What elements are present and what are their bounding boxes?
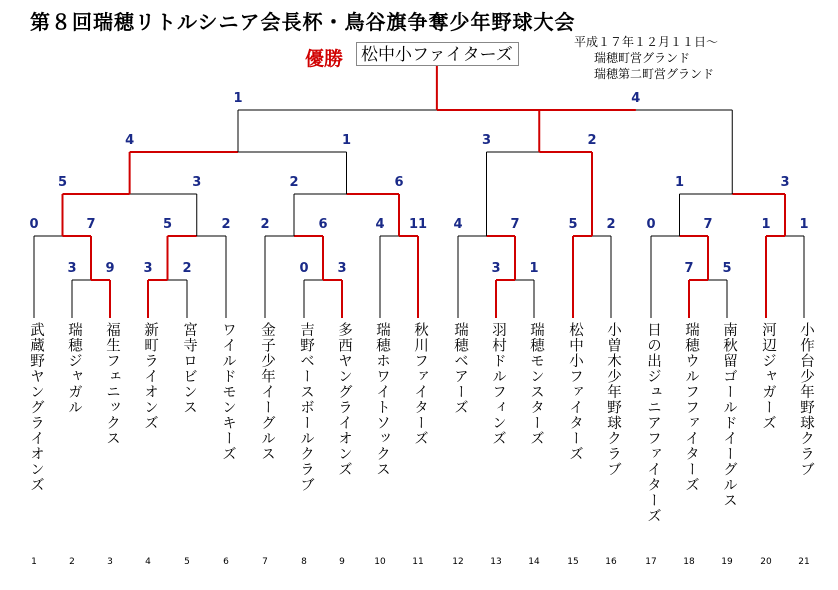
- score-g2-3-l: 3: [67, 261, 77, 276]
- team-name-14: 瑞穂モンスターズ: [528, 322, 544, 446]
- score-r3c-r: 3: [780, 175, 790, 190]
- score-g8-9-l: 0: [299, 261, 309, 276]
- team-name-3: 福生フェニックス: [104, 322, 120, 446]
- team-name-4: 新町ライオンズ: [142, 322, 158, 431]
- champion-label: 優勝: [305, 48, 344, 70]
- team-number-13: 13: [490, 557, 502, 567]
- team-number-21: 21: [798, 557, 810, 567]
- score-g18-19-r: 5: [722, 261, 732, 276]
- score-r2b-l: 5: [162, 217, 173, 232]
- champion-name: 松中小ファイターズ: [356, 42, 519, 66]
- team-name-6: ワイルドモンキーズ: [220, 322, 236, 462]
- score-r4a-r: 1: [341, 133, 352, 148]
- team-name-16: 小曽木少年野球クラブ: [605, 322, 621, 477]
- team-number-9: 9: [339, 557, 345, 567]
- score-r2b-r: 2: [221, 217, 231, 232]
- score-g8-9-r: 3: [337, 261, 347, 276]
- team-name-2: 瑞穂ジャガル: [66, 322, 82, 415]
- score-r2c-r: 6: [318, 217, 328, 232]
- team-number-17: 17: [645, 557, 657, 567]
- score-r2g-l: 0: [646, 217, 656, 232]
- team-name-15: 松中小ファイターズ: [567, 322, 583, 462]
- score-r3a-l: 5: [57, 175, 68, 190]
- team-number-6: 6: [223, 557, 229, 567]
- venue-1: 瑞穂町営グランド: [594, 51, 691, 65]
- team-name-8: 吉野ベースボールクラブ: [298, 322, 314, 493]
- score-r2a-r: 7: [86, 217, 96, 232]
- score-r3c-l: 1: [674, 175, 685, 190]
- score-r4a-l: 4: [125, 133, 135, 148]
- team-name-7: 金子少年イーグルス: [259, 322, 275, 462]
- score-final-r: 4: [631, 91, 641, 106]
- score-r2f-r: 2: [606, 217, 616, 232]
- team-name-13: 羽村ドルフィンズ: [490, 322, 506, 446]
- venue-2: 瑞穂第二町営グランド: [594, 67, 715, 81]
- team-number-15: 15: [567, 557, 579, 567]
- score-r2g-r: 7: [703, 217, 713, 232]
- team-number-18: 18: [683, 557, 695, 567]
- score-r4b-r: 2: [587, 133, 597, 148]
- score-r2h-l: 1: [761, 217, 771, 232]
- team-number-3: 3: [107, 557, 113, 567]
- team-name-21: 小作台少年野球クラブ: [798, 322, 814, 477]
- team-number-19: 19: [721, 557, 733, 567]
- tournament-title: 第８回瑞穂リトルシニア会長杯・鳥谷旗争奪少年野球大会: [30, 10, 576, 34]
- score-r3b-l: 2: [289, 175, 299, 190]
- team-number-16: 16: [605, 557, 617, 567]
- score-g4-5-l: 3: [143, 261, 153, 276]
- score-r3a-r: 3: [192, 175, 202, 190]
- score-r2e-r: 7: [510, 217, 520, 232]
- team-number-5: 5: [184, 557, 190, 567]
- score-r2c-l: 2: [260, 217, 270, 232]
- team-number-12: 12: [452, 557, 464, 567]
- team-name-1: 武蔵野ヤングライオンズ: [28, 322, 44, 493]
- score-r4b-l: 3: [481, 133, 492, 148]
- score-r2d-r: 11: [408, 217, 428, 232]
- team-name-9: 多西ヤングライオンズ: [336, 322, 352, 477]
- team-name-11: 秋川ファイターズ: [412, 322, 428, 446]
- score-g18-19-l: 7: [684, 261, 694, 276]
- tournament-date: 平成１７年１２月１１日～: [574, 35, 719, 49]
- team-number-10: 10: [374, 557, 386, 567]
- score-r2h-r: 1: [799, 217, 809, 232]
- score-r2a-l: 0: [29, 217, 39, 232]
- team-number-2: 2: [69, 557, 75, 567]
- team-name-10: 瑞穂ホワイトソックス: [374, 322, 390, 477]
- score-g13-14-r: 1: [529, 261, 539, 276]
- team-name-17: 日の出ジュニアファイターズ: [645, 322, 661, 524]
- team-number-4: 4: [145, 557, 151, 567]
- score-r2f-l: 5: [568, 217, 578, 232]
- team-number-11: 11: [412, 557, 424, 567]
- team-name-12: 瑞穂ベアーズ: [452, 322, 468, 415]
- team-number-1: 1: [31, 557, 37, 567]
- team-name-20: 河辺ジャガーズ: [760, 322, 776, 431]
- score-g2-3-r: 9: [105, 261, 115, 276]
- team-number-14: 14: [528, 557, 540, 567]
- score-r3b-r: 6: [394, 175, 404, 190]
- team-number-7: 7: [262, 557, 268, 567]
- team-name-5: 宮寺ロビンス: [181, 322, 197, 415]
- score-g4-5-r: 2: [182, 261, 192, 276]
- team-name-18: 瑞穂ウルフファイターズ: [683, 322, 699, 493]
- team-number-20: 20: [760, 557, 772, 567]
- team-number-8: 8: [301, 557, 307, 567]
- score-g13-14-l: 3: [491, 261, 501, 276]
- score-r2d-l: 4: [375, 217, 385, 232]
- score-final-l: 1: [233, 91, 243, 106]
- score-r2e-l: 4: [453, 217, 463, 232]
- team-name-19: 南秋留ゴールドイーグルス: [721, 322, 737, 508]
